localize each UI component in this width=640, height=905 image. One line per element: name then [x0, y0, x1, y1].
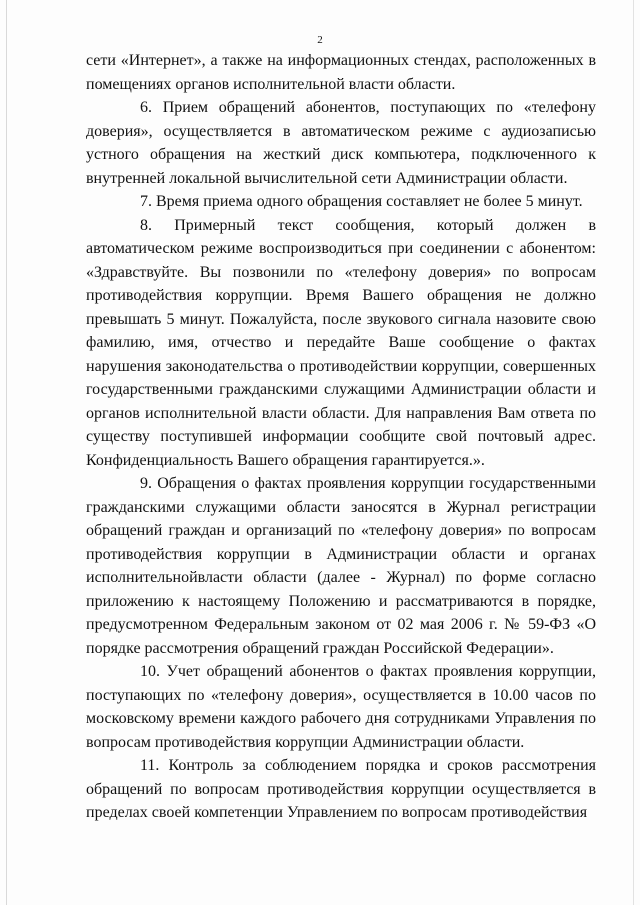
paragraph-11: 11. Контроль за соблюдением порядка и сроков рассмотрения обращений по вопросам противодействия коррупции осуществляется в пределах своей компетенции Управлением по вопросам противодействия: [86, 757, 596, 821]
page-number: 2: [317, 34, 323, 46]
paragraph-6: 6. Прием обращений абонентов, поступающих по «телефону доверия», осуществляется в автоматическом режиме с аудиозаписью устного обращения на жесткий диск компьютера, подключенного к внутренней локальной вычислительной сети Администрации области.: [86, 99, 596, 187]
scan-edge-right: [633, 0, 634, 905]
paragraph-continuation: сети «Интернет», а также на информационных стендах, расположенных в помещениях органов исполнительной власти области.: [86, 52, 596, 93]
paragraph-8: 8. Примерный текст сообщения, который должен в автоматическом режиме воспроизводиться при соединении с абонентом: «Здравствуйте. Вы позвонили по «телефону доверия» по вопросам противодействия коррупции. Время Вашего обращения не должно превышать 5 минут. Пожалуйста, после звукового сигнала назовите свою фамилию, имя, отчество и передайте Ваше сообщение о фактах нарушения законодательства о противодействии коррупции, совершенных государственными гражданскими служащими Администрации области и органов исполнительной власти области. Для направления Вам ответа по существу поступившей информации сообщите свой почтовый адрес. Конфиденциальность Вашего обращения гарантируется.».: [86, 216, 596, 469]
paragraph-9: 9. Обращения о фактах проявления коррупции государственными гражданскими служащими области заносятся в Журнал регистрации обращений граждан и организаций по «телефону доверия» по вопросам противодействия коррупции в Администрации области и органах исполнительнойвласти области (далее - Журнал) по форме согласно приложению к настоящему Положению и рассматриваются в порядке, предусмотренном Федеральным законом от 02 мая 2006 г. № 59-ФЗ «О порядке рассмотрения обращений граждан Российской Федерации».: [86, 475, 596, 657]
scan-edge-left: [6, 0, 7, 905]
paragraph-7: 7. Время приема одного обращения составляет не более 5 минут.: [140, 193, 583, 210]
body-text: [86, 49, 596, 825]
paragraph-10: 10. Учет обращений абонентов о фактах проявления коррупции, поступающих по «телефону доверия», осуществляется в 10.00 часов по московскому времени каждого рабочего дня сотрудниками Управления по вопросам противодействия коррупции Администрации области.: [86, 663, 596, 751]
